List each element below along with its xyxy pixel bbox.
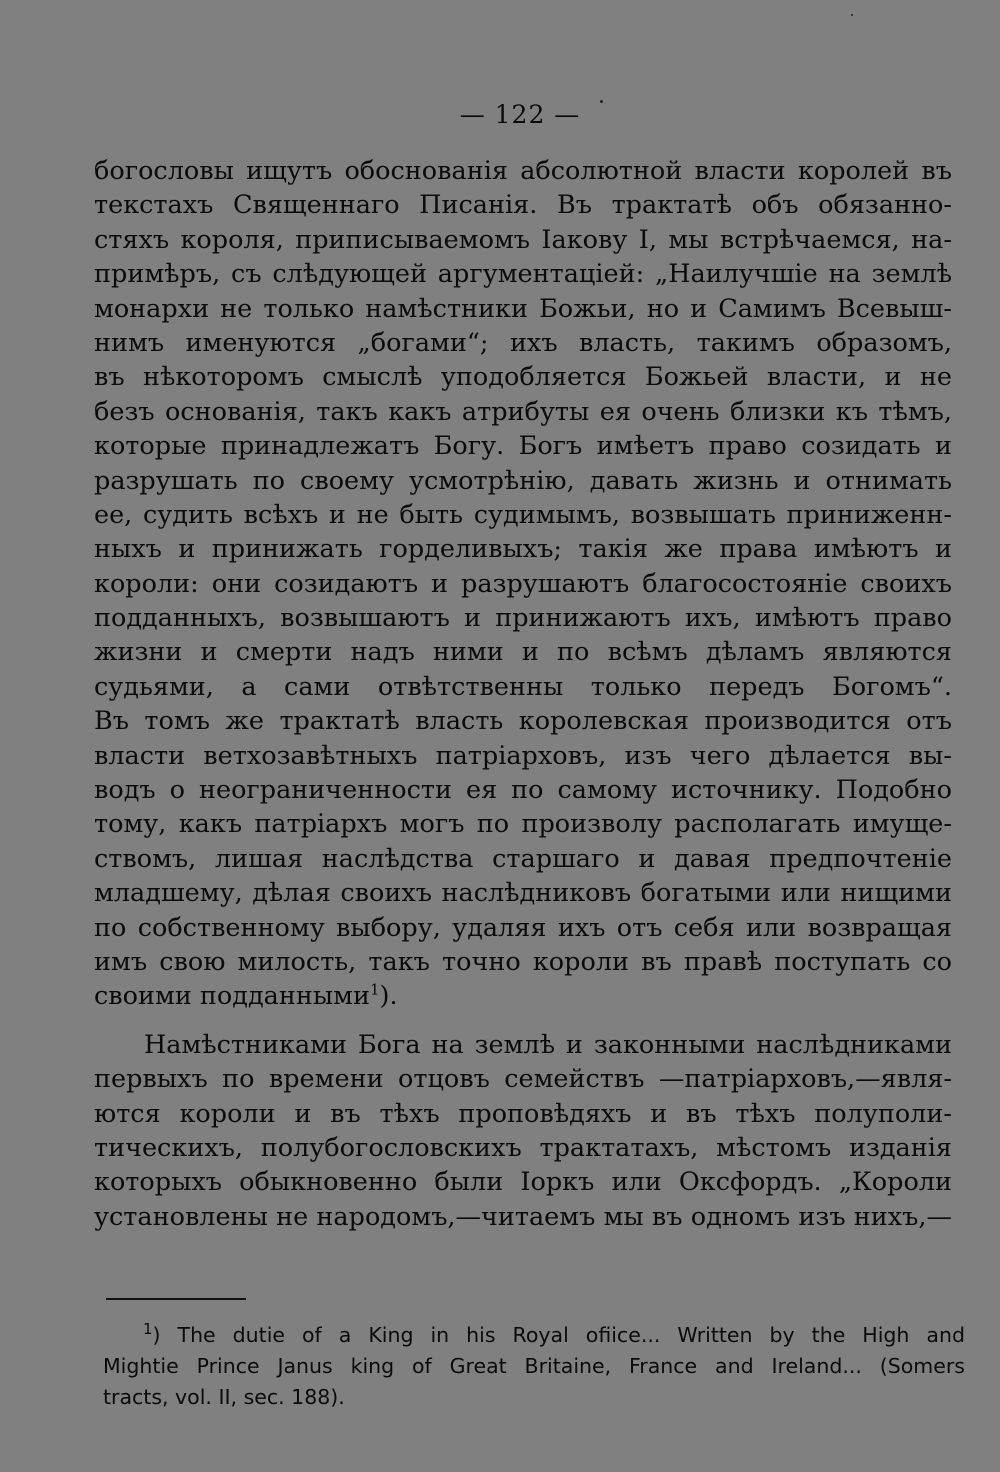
text-line: разрушать по своему усмотрѣнію, давать жизнь и отнимать [94, 465, 952, 496]
text-line: которыхъ обыкновенно были Іоркъ или Оксфордъ. „Короли [94, 1167, 952, 1198]
text-line: безъ основанія, такъ какъ атрибуты ея очень близки къ тѣмъ, [94, 396, 952, 427]
text-line: ныхъ и принижать горделивыхъ; такія же права имѣютъ и [94, 534, 952, 565]
text-line: которые принадлежатъ Богу. Богъ имѣетъ право созидать и [94, 431, 952, 462]
text-line: установлены не народомъ,—читаемъ мы въ одномъ изъ нихъ,— [94, 1201, 952, 1232]
page-number: — 122 — [459, 100, 581, 129]
text-line: текстахъ Священнаго Писанія. Въ трактатѣ объ обязанно- [94, 190, 952, 221]
footnote-marker: 1 [143, 1320, 153, 1339]
paragraph-gap [94, 1014, 952, 1028]
text-line: Намѣстниками Бога на землѣ и законными наслѣдниками [144, 1029, 952, 1060]
scan-speck [600, 100, 603, 103]
text-line: водъ о неограниченности ея по самому источнику. Подобно [94, 775, 952, 806]
text-line: власти ветхозавѣтныхъ патріарховъ, изъ чего дѣлается вы- [94, 740, 952, 771]
footnote-line: Mightie Prince Janus king of Great Britaine, France and Ireland... (Somers [103, 1354, 965, 1378]
text-line: стяхъ короля, приписываемомъ Іакову I, мы встрѣчаемся, на- [94, 224, 952, 255]
scan-speck [851, 14, 853, 16]
text-line: тическихъ, полубогословскихъ трактатахъ, мѣстомъ изданія [94, 1132, 952, 1163]
text-line: первыхъ по времени отцовъ семействъ —патріарховъ,—явля- [94, 1064, 952, 1095]
text-line: короли: они созидаютъ и разрушаютъ благосостояніе своихъ [94, 568, 952, 599]
text-line: ствомъ, лишая наслѣдства старшаго и давая предпочтеніе [94, 843, 952, 874]
text-line: Въ томъ же трактатѣ власть королевская производится отъ [94, 706, 952, 737]
text-line: подданныхъ, возвышаютъ и принижаютъ ихъ, имѣютъ право [94, 603, 952, 634]
text-line: монархи не только намѣстники Божьи, но и Самимъ Всевыш- [94, 293, 952, 324]
footnote [103, 1320, 965, 1413]
text-line: въ нѣкоторомъ смыслѣ уподобляется Божьей власти, и не [94, 362, 952, 393]
text-line: примѣръ, съ слѣдующей аргументаціей: „Наилучшіе на землѣ [94, 259, 952, 290]
footnote-divider [106, 1298, 246, 1300]
footnote-line [103, 1320, 965, 1351]
footnote-reference-tail: ). [379, 981, 398, 1012]
text-line: тому, какъ патріархъ могъ по произволу располагать имуще- [94, 809, 952, 840]
text-line: имъ свою милость, такъ точно короли въ правѣ поступать со [94, 946, 952, 977]
text-line: по собственному выбору, удаляя ихъ отъ себя или возвращая [94, 912, 952, 943]
footnote-line: tracts, vol. II, sec. 188). [103, 1385, 345, 1409]
text-line: судьями, а сами отвѣтственны только передъ Богомъ“. [94, 671, 952, 702]
text-line: богословы ищутъ обоснованія абсолютной власти королей въ [94, 156, 952, 186]
footnote-reference[interactable]: 1 [370, 980, 380, 999]
text-line: нимъ именуются „богами“; ихъ власть, такимъ образомъ, [94, 327, 952, 358]
text-line: ее, судить всѣхъ и не быть судимымъ, возвышать приниженн- [94, 499, 952, 530]
text-line: младшему, дѣлая своихъ наслѣдниковъ богатыми или нищими [94, 878, 952, 909]
main-text [94, 154, 952, 1234]
text-line-content: своими подданными [94, 981, 370, 1012]
text-line: ются короли и въ тѣхъ проповѣдяхъ и въ тѣхъ полуполи- [94, 1098, 952, 1129]
footnote-line-content: ) The dutie of a King in his Royal ofiice... Written by the High and [152, 1323, 965, 1347]
text-line: жизни и смерти надъ ними и по всѣмъ дѣламъ являются [94, 637, 952, 668]
text-line-last [94, 979, 952, 1013]
